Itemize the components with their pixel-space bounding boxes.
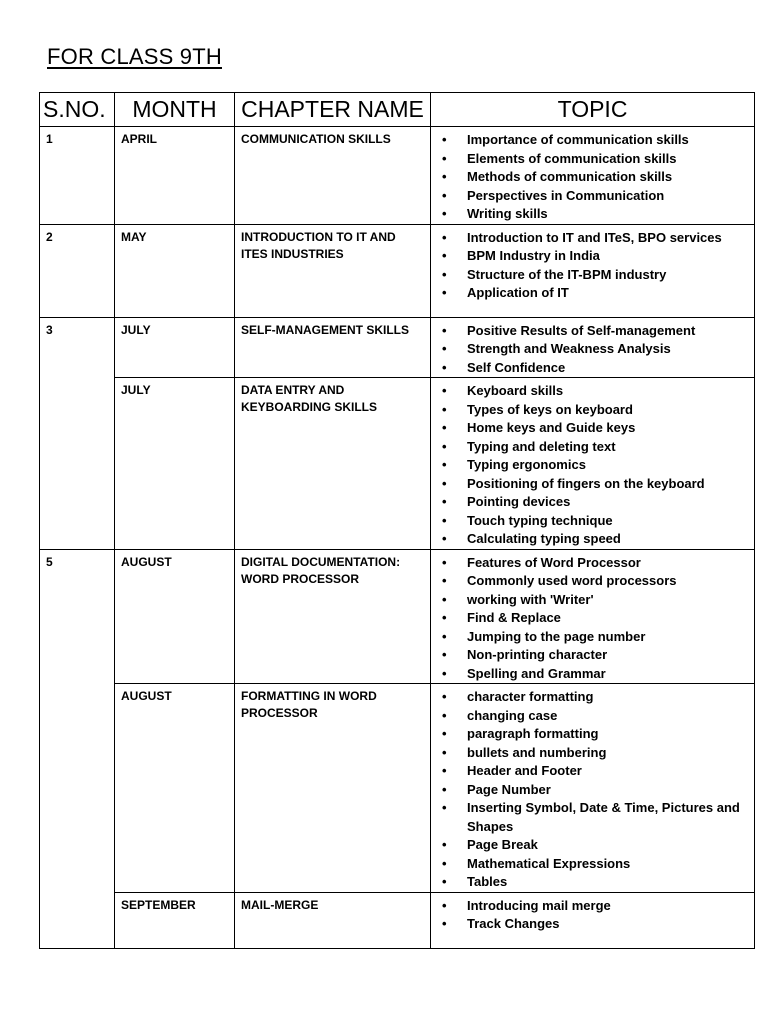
table-row [40, 224, 755, 317]
topic-item: • Jumping to the page number [467, 628, 748, 647]
topic-item: • Page Number [467, 781, 748, 800]
topic-item: • BPM Industry in India [467, 247, 748, 266]
topic-list [437, 897, 748, 934]
topic-list [437, 382, 748, 549]
month-cell: SEPTEMBER [115, 892, 235, 948]
chapter-cell: FORMATTING IN WORD PROCESSOR [235, 684, 431, 893]
topic-item: • Application of IT [467, 284, 748, 303]
topic-item: • Importance of communication skills [467, 131, 748, 150]
page-title: FOR CLASS 9TH [47, 44, 222, 69]
topic-item: • Types of keys on keyboard [467, 401, 748, 420]
chapter-cell: INTRODUCTION TO IT AND ITES INDUSTRIES [235, 224, 431, 317]
topic-item: • Tables [467, 873, 748, 892]
topic-item: • Touch typing technique [467, 512, 748, 531]
topic-item: • Spelling and Grammar [467, 665, 748, 684]
topic-item: • Pointing devices [467, 493, 748, 512]
topic-item: • Perspectives in Communication [467, 187, 748, 206]
topic-item: • Features of Word Processor [467, 554, 748, 573]
topic-list [437, 229, 748, 303]
month-cell: AUGUST [115, 549, 235, 684]
topic-item: • character formatting [467, 688, 748, 707]
topic-cell [431, 317, 755, 378]
topic-item: • Structure of the IT-BPM industry [467, 266, 748, 285]
syllabus-table [39, 92, 755, 949]
topic-cell [431, 378, 755, 550]
topic-item: • Home keys and Guide keys [467, 419, 748, 438]
topic-item: • bullets and numbering [467, 744, 748, 763]
topic-item: • Methods of communication skills [467, 168, 748, 187]
chapter-cell: DATA ENTRY AND KEYBOARDING SKILLS [235, 378, 431, 550]
topic-item: • Commonly used word processors [467, 572, 748, 591]
header-row [40, 93, 755, 127]
table-row [40, 317, 755, 378]
topic-item: • Typing ergonomics [467, 456, 748, 475]
topic-list [437, 131, 748, 224]
topic-item: • working with 'Writer' [467, 591, 748, 610]
topic-item: • Introduction to IT and ITeS, BPO services [467, 229, 748, 248]
chapter-cell: DIGITAL DOCUMENTATION: WORD PROCESSOR [235, 549, 431, 684]
table-row [40, 378, 755, 550]
topic-item: • Mathematical Expressions [467, 855, 748, 874]
chapter-cell: COMMUNICATION SKILLS [235, 127, 431, 225]
topic-item: • changing case [467, 707, 748, 726]
topic-item: • Header and Footer [467, 762, 748, 781]
sno-cell: 3 [40, 317, 115, 549]
topic-item: • Page Break [467, 836, 748, 855]
month-cell: MAY [115, 224, 235, 317]
topic-list [437, 688, 748, 892]
sno-cell: 5 [40, 549, 115, 948]
topic-item: • Track Changes [467, 915, 748, 934]
table-row [40, 127, 755, 225]
topic-item: • Elements of communication skills [467, 150, 748, 169]
topic-item: • Introducing mail merge [467, 897, 748, 916]
header-chapter-name: CHAPTER NAME [235, 93, 431, 127]
topic-cell [431, 549, 755, 684]
header-month: MONTH [115, 93, 235, 127]
topic-cell [431, 892, 755, 948]
chapter-cell: MAIL-MERGE [235, 892, 431, 948]
topic-item: • Inserting Symbol, Date & Time, Pictures and Shapes [467, 799, 748, 836]
topic-item: • Positive Results of Self-management [467, 322, 748, 341]
header-topic: TOPIC [431, 93, 755, 127]
month-cell: JULY [115, 378, 235, 550]
table-row [40, 684, 755, 893]
topic-item: • Calculating typing speed [467, 530, 748, 549]
topic-item: • Keyboard skills [467, 382, 748, 401]
topic-cell [431, 127, 755, 225]
topic-item: • paragraph formatting [467, 725, 748, 744]
topic-item: • Strength and Weakness Analysis [467, 340, 748, 359]
topic-cell [431, 684, 755, 893]
topic-item: • Positioning of fingers on the keyboard [467, 475, 748, 494]
month-cell: JULY [115, 317, 235, 378]
header-sno: S.NO. [40, 93, 115, 127]
table-row [40, 892, 755, 948]
topic-item: • Self Confidence [467, 359, 748, 378]
month-cell: APRIL [115, 127, 235, 225]
topic-item: • Typing and deleting text [467, 438, 748, 457]
sno-cell: 1 [40, 127, 115, 225]
topic-cell [431, 224, 755, 317]
table-row [40, 549, 755, 684]
topic-item: • Non-printing character [467, 646, 748, 665]
topic-item: • Writing skills [467, 205, 748, 224]
topic-list [437, 322, 748, 378]
topic-list [437, 554, 748, 684]
sno-cell: 2 [40, 224, 115, 317]
topic-item: • Find & Replace [467, 609, 748, 628]
chapter-cell: SELF-MANAGEMENT SKILLS [235, 317, 431, 378]
month-cell: AUGUST [115, 684, 235, 893]
